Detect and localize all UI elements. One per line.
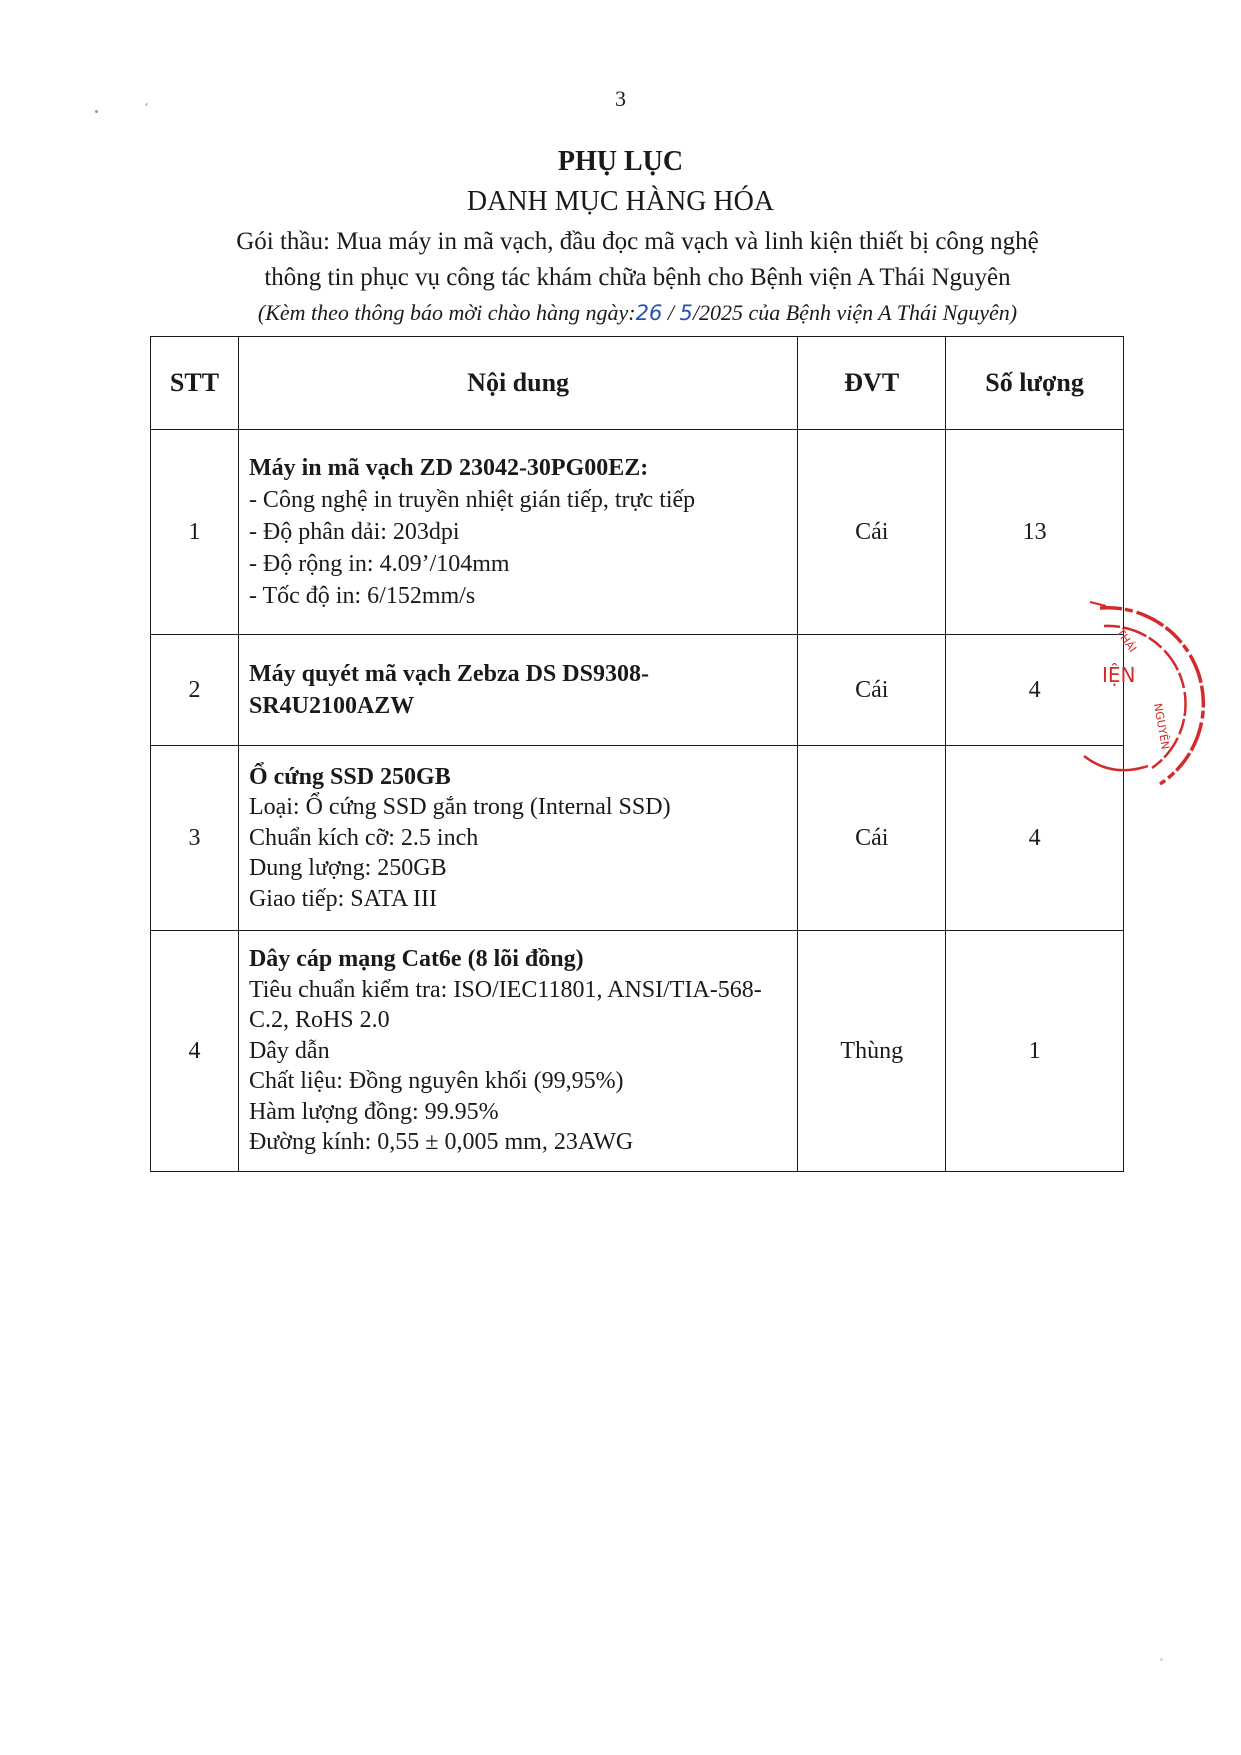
item-spec-line: Chuẩn kích cỡ: 2.5 inch [248, 824, 479, 851]
item-spec-line: - Độ rộng in: 4.09’/104mm [248, 551, 510, 577]
table-header-row [151, 337, 1124, 430]
item-spec-line: - Công nghệ in truyền nhiệt gián tiếp, trực tiếp [248, 487, 696, 513]
stamp-text-top: THÁI [1113, 626, 1139, 655]
item-name: Dây cáp mạng Cat6e (8 lõi đồng) [248, 946, 584, 973]
table-row [151, 746, 1124, 931]
row-quantity: 4 [946, 635, 1124, 746]
item-spec-line: Đường kính: 0,55 ± 0,005 mm, 23AWG [248, 1129, 634, 1156]
item-spec-line: Dung lượng: 250GB [248, 855, 447, 882]
table-row [151, 931, 1124, 1172]
package-description-line-2: thông tin phục vụ công tác khám chữa bệnh cho Bệnh viện A Thái Nguyên [264, 264, 1011, 291]
package-description-line-1: Gói thầu: Mua máy in mã vạch, đầu đọc mã vạch và linh kiện thiết bị công nghệ [236, 228, 1039, 255]
attachment-note [0, 300, 1241, 326]
header-quantity: Số lượng [946, 337, 1124, 430]
row-stt: 2 [151, 635, 239, 746]
item-spec-line: - Tốc độ in: 6/152mm/s [248, 583, 476, 609]
item-spec-line: Tiêu chuẩn kiểm tra: ISO/IEC11801, ANSI/TIA-568-C.2, RoHS 2.0 [248, 976, 762, 1034]
item-name: Máy quyét mã vạch Zebza DS DS9308-SR4U2100AZW [248, 661, 649, 719]
table-row [151, 430, 1124, 635]
row-unit: Thùng [798, 931, 946, 1172]
scan-speck [145, 103, 148, 106]
scan-speck [95, 110, 98, 113]
row-unit: Cái [798, 635, 946, 746]
row-unit: Cái [798, 746, 946, 931]
row-content [238, 635, 797, 746]
document-title: PHỤ LỤC [557, 146, 684, 177]
handwritten-day: 26 [635, 301, 663, 325]
row-quantity: 13 [946, 430, 1124, 635]
package-description [0, 224, 1241, 296]
header-content: Nội dung [238, 337, 797, 430]
item-spec-line: - Độ phân dải: 203dpi [248, 519, 460, 545]
note-suffix: /2025 của Bệnh viện A Thái Nguyên) [692, 300, 1018, 325]
header-unit: ĐVT [798, 337, 946, 430]
header-stt: STT [151, 337, 239, 430]
document-heading: DANH MỤC HÀNG HÓA [466, 186, 775, 217]
row-stt: 4 [151, 931, 239, 1172]
row-content [238, 430, 797, 635]
item-name: Ổ cứng SSD 250GB [248, 763, 451, 790]
item-spec-line: Hàm lượng đồng: 99.95% [248, 1098, 499, 1125]
scan-speck [1160, 1658, 1163, 1661]
row-content [238, 746, 797, 931]
item-spec-line: Giao tiếp: SATA III [248, 885, 437, 912]
red-seal-stamp [1072, 596, 1212, 796]
goods-table [150, 336, 1124, 1172]
table-row [151, 635, 1124, 746]
handwritten-month: 5 [679, 301, 693, 325]
row-unit: Cái [798, 430, 946, 635]
row-stt: 3 [151, 746, 239, 931]
row-stt: 1 [151, 430, 239, 635]
note-separator: / [662, 300, 680, 325]
item-spec-line: Chất liệu: Đồng nguyên khối (99,95%) [248, 1068, 624, 1095]
row-content [238, 931, 797, 1172]
page-number: 3 [615, 86, 626, 111]
note-prefix: (Kèm theo thông báo mời chào hàng ngày: [257, 300, 636, 325]
stamp-text-mid: IỆN [1102, 663, 1136, 687]
item-spec-line: Loại: Ổ cứng SSD gắn trong (Internal SSD) [248, 794, 671, 821]
item-spec-line: Dây dẫn [248, 1037, 330, 1064]
item-name: Máy in mã vạch ZD 23042-30PG00EZ: [248, 455, 649, 481]
row-quantity: 4 [946, 746, 1124, 931]
stamp-text-side: NGUYÊN [1151, 702, 1172, 751]
row-quantity: 1 [946, 931, 1124, 1172]
